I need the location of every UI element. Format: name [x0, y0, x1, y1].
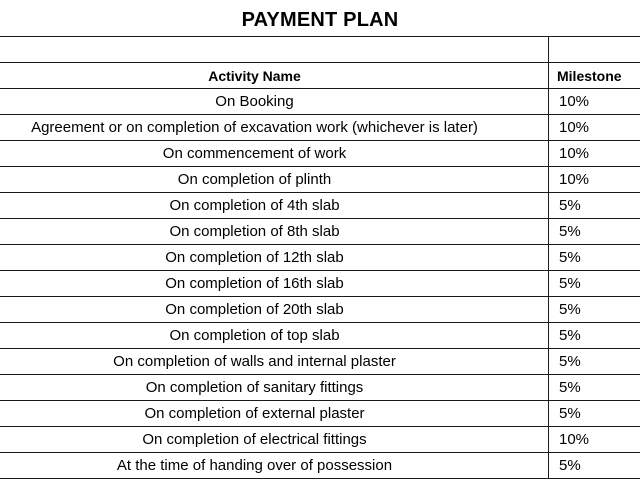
table-row — [0, 375, 640, 401]
milestone-cell: 10% — [549, 141, 640, 167]
table-row — [0, 141, 640, 167]
table-row — [0, 89, 640, 115]
milestone-cell: 5% — [549, 323, 640, 349]
milestone-cell: 10% — [549, 167, 640, 193]
table-row — [0, 427, 640, 453]
milestone-cell: 5% — [549, 297, 640, 323]
blank-cell — [549, 37, 640, 63]
activity-cell: On completion of 8th slab — [0, 219, 549, 245]
activity-cell: On completion of 12th slab — [0, 245, 549, 271]
milestone-cell: 10% — [549, 89, 640, 115]
milestone-cell: 5% — [549, 219, 640, 245]
activity-cell: On completion of walls and internal plaster — [0, 349, 549, 375]
milestone-header: Milestone — [549, 63, 640, 89]
activity-cell: On completion of sanitary fittings — [0, 375, 549, 401]
blank-row — [0, 37, 640, 63]
milestone-cell: 5% — [549, 375, 640, 401]
milestone-cell: 5% — [549, 401, 640, 427]
table-row — [0, 193, 640, 219]
milestone-cell: 5% — [549, 453, 640, 479]
payment-plan-table — [0, 36, 640, 479]
blank-cell — [0, 37, 549, 63]
table-row — [0, 453, 640, 479]
milestone-cell: 10% — [549, 115, 640, 141]
activity-cell: On completion of 4th slab — [0, 193, 549, 219]
activity-cell: On commencement of work — [0, 141, 549, 167]
table-row — [0, 167, 640, 193]
table-row — [0, 323, 640, 349]
activity-cell: On completion of top slab — [0, 323, 549, 349]
activity-cell: On completion of plinth — [0, 167, 549, 193]
table-row — [0, 349, 640, 375]
milestone-cell: 5% — [549, 193, 640, 219]
page-title: PAYMENT PLAN — [241, 9, 399, 31]
activity-cell: On completion of 20th slab — [0, 297, 549, 323]
activity-cell: On completion of 16th slab — [0, 271, 549, 297]
activity-name-header: Activity Name — [0, 63, 549, 89]
activity-cell: Agreement or on completion of excavation work (whichever is later) — [0, 115, 549, 141]
table-row — [0, 297, 640, 323]
table-header-row — [0, 63, 640, 89]
milestone-cell: 5% — [549, 271, 640, 297]
table-row — [0, 245, 640, 271]
milestone-cell: 10% — [549, 427, 640, 453]
table-row — [0, 219, 640, 245]
milestone-cell: 5% — [549, 245, 640, 271]
table-row — [0, 115, 640, 141]
activity-cell: At the time of handing over of possession — [0, 453, 549, 479]
activity-cell: On completion of external plaster — [0, 401, 549, 427]
activity-cell: On completion of electrical fittings — [0, 427, 549, 453]
table-row — [0, 401, 640, 427]
milestone-cell: 5% — [549, 349, 640, 375]
activity-cell: On Booking — [0, 89, 549, 115]
table-row — [0, 271, 640, 297]
